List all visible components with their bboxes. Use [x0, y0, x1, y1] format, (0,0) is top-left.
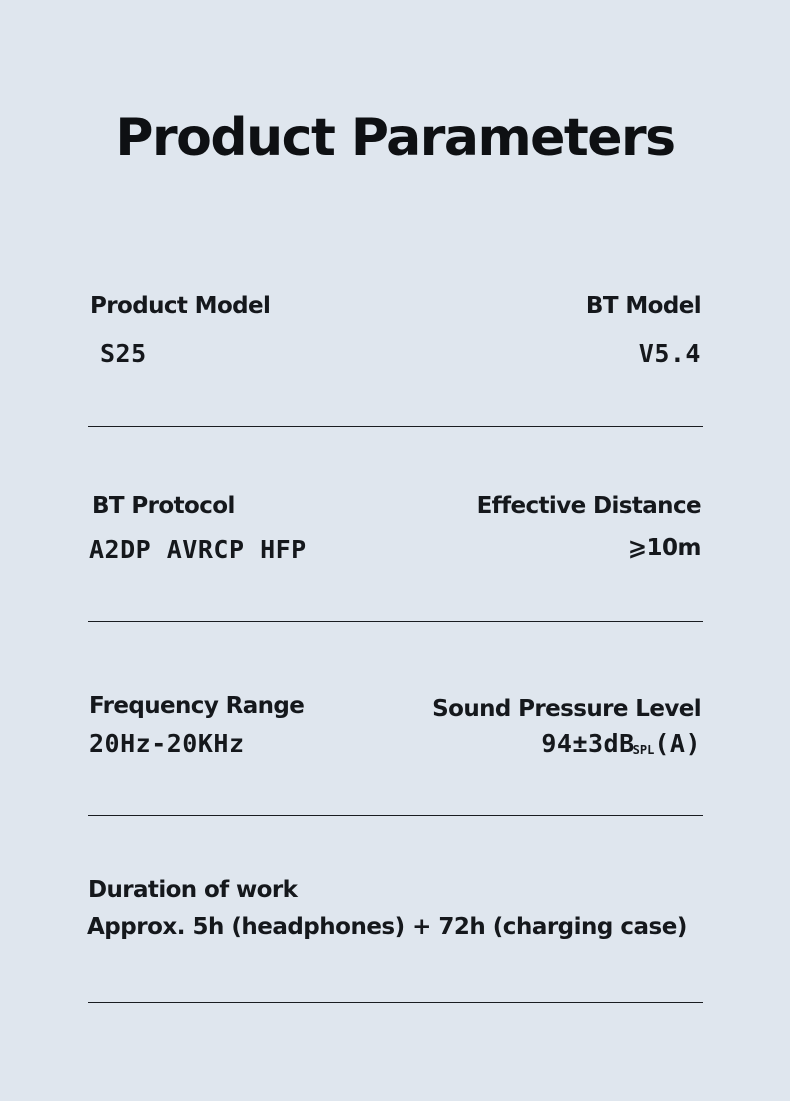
spl-subscript: SPL [632, 743, 655, 757]
sound-pressure-level-value [541, 729, 701, 758]
frequency-range-label: Frequency Range [89, 693, 305, 719]
bt-model-label: BT Model [585, 293, 701, 319]
divider [88, 815, 703, 816]
duration-of-work-label: Duration of work [88, 877, 298, 903]
bt-protocol-label: BT Protocol [92, 493, 235, 519]
divider [88, 426, 703, 427]
frequency-range-value: 20Hz-20KHz [89, 729, 245, 758]
product-model-value: S25 [100, 339, 147, 368]
divider [88, 621, 703, 622]
sound-pressure-level-label: Sound Pressure Level [432, 696, 701, 722]
bt-protocol-value: A2DP AVRCP HFP [89, 535, 307, 564]
page-title: Product Parameters [115, 108, 675, 168]
product-model-label: Product Model [90, 293, 271, 319]
divider [88, 1002, 703, 1003]
effective-distance-value: ⩾10m [627, 535, 701, 561]
spl-suffix: (A) [654, 729, 701, 758]
duration-of-work-value: Approx. 5h (headphones) + 72h (charging case) [87, 914, 687, 940]
bt-model-value: V5.4 [638, 339, 701, 368]
spl-main: 94±3dB [541, 729, 635, 758]
effective-distance-label: Effective Distance [476, 493, 701, 519]
